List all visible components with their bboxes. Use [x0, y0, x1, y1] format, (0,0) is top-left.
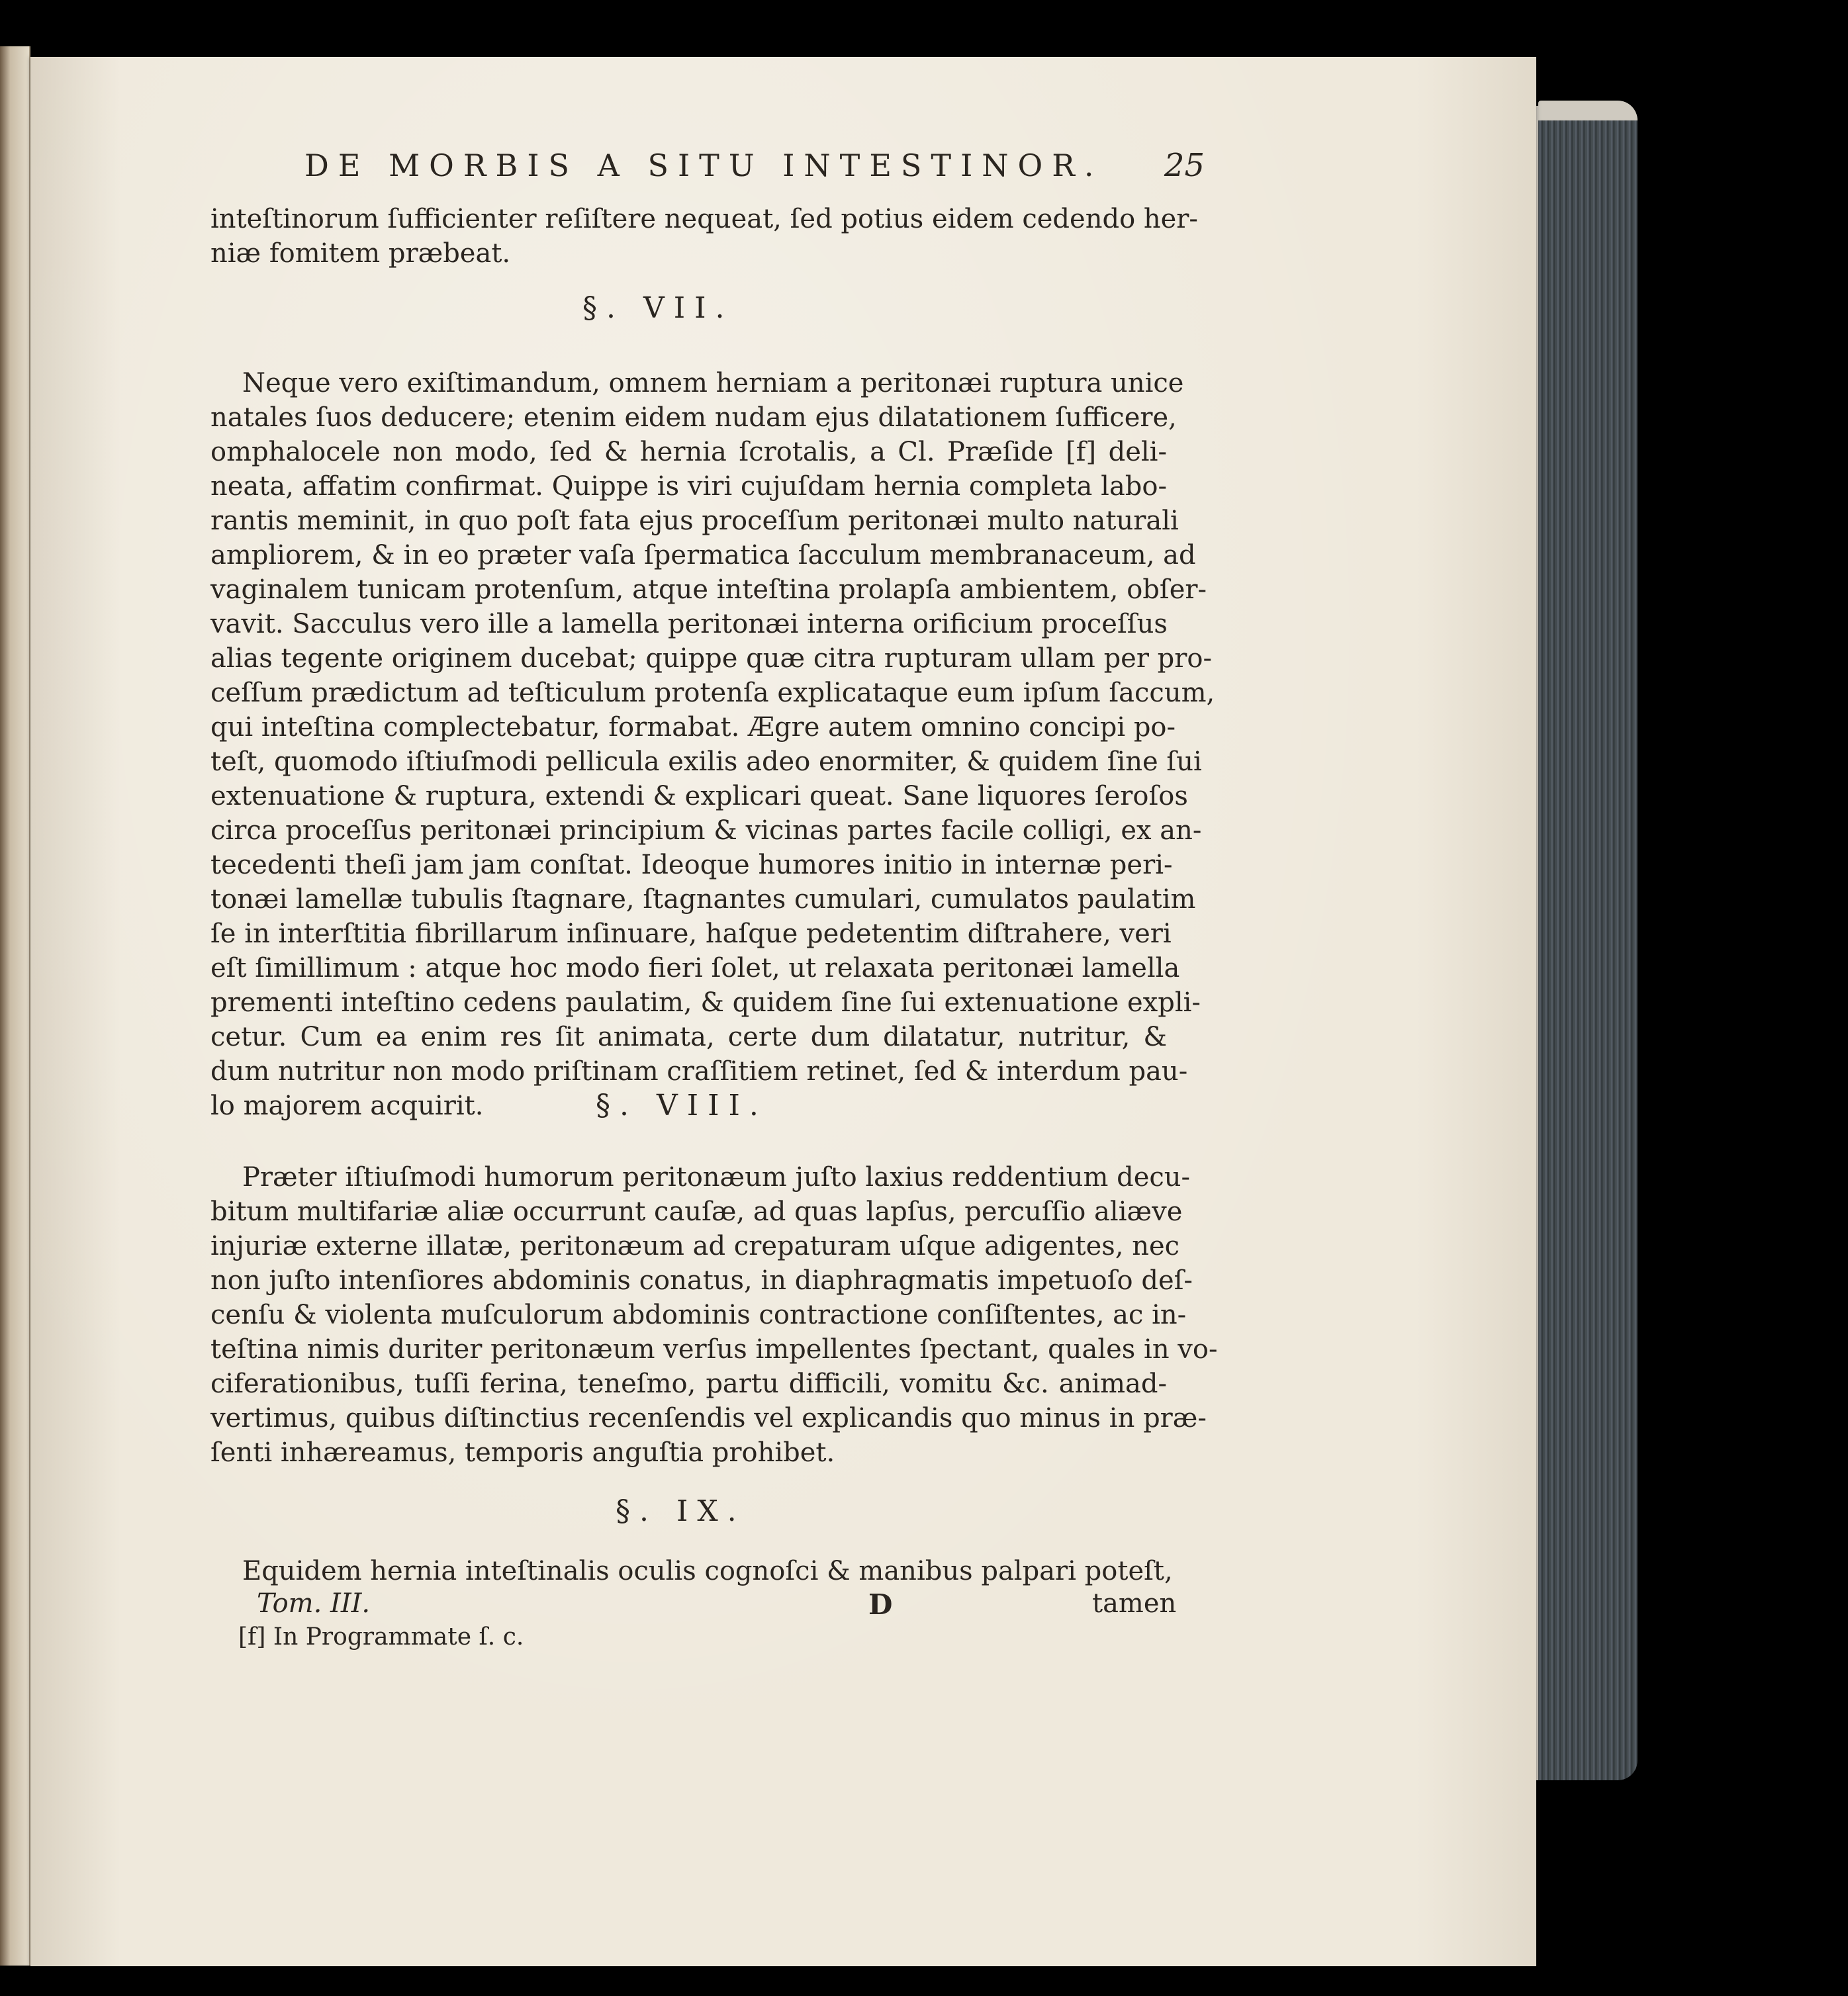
- book-page-edges: [1536, 106, 1638, 1780]
- running-title: DE MORBIS A SITU INTESTINOR.: [304, 148, 1103, 183]
- text-line: ciferationibus, tuſſi ferina, teneſmo, partu difficili, vomitu &c. animad-: [210, 1369, 1167, 1399]
- text-line: neata, affatim confirmat. Quippe is viri cujuſdam hernia completa labo-: [210, 471, 1167, 502]
- text-line: teſtina nimis duriter peritonæum verſus impellentes ſpectant, quales in vo-: [210, 1334, 1218, 1365]
- text-line: ampliorem, & in eo præter vaſa ſpermatica ſacculum membranaceum, ad: [210, 540, 1196, 570]
- text-line: cenſu & violenta muſculorum abdominis contractione conſiſtentes, ac in-: [210, 1300, 1187, 1330]
- text-line: omphalocele non modo, ſed & hernia ſcrotalis, a Cl. Præſide [f] deli-: [210, 437, 1167, 467]
- catchword: tamen: [1092, 1588, 1177, 1619]
- text-line: prementi inteſtino cedens paulatim, & quidem ſine ſui extenuatione expli-: [210, 987, 1201, 1018]
- text-line: ſe in interſtitia fibrillarum inſinuare, haſque pedetentim diſtrahere, veri: [210, 919, 1172, 949]
- text-line: lo majorem acquirit.: [210, 1091, 484, 1121]
- page-number: 25: [1164, 147, 1205, 184]
- text-line: extenuatione & ruptura, extendi & explicari queat. Sane liquores ſeroſos: [210, 781, 1188, 811]
- text-line: non juſto intenſiores abdominis conatus, in diaphragmatis impetuoſo deſ-: [210, 1265, 1193, 1296]
- volume-signature-mark: Tom. III.: [257, 1588, 371, 1619]
- text-line: qui inteſtina complectebatur, formabat. Ægre autem omnino concipi po-: [210, 712, 1176, 743]
- text-line: Equidem hernia inteſtinalis oculis cognoſci & manibus palpari poteſt,: [242, 1556, 1173, 1586]
- text-line: cetur. Cum ea enim res ſit animata, certe dum dilatatur, nutritur, &: [210, 1022, 1167, 1052]
- text-line: tonæi lamellæ tubulis ſtagnare, ſtagnantes cumulari, cumulatos paulatim: [210, 884, 1196, 915]
- text-line: ſenti inhæreamus, temporis anguſtia prohibet.: [210, 1437, 835, 1468]
- text-line: natales ſuos deducere; etenim eidem nudam ejus dilatationem ſufficere,: [210, 402, 1177, 433]
- text-line: tecedenti theſi jam jam conſtat. Ideoque humores initio in internæ peri-: [210, 850, 1173, 880]
- running-head: [304, 147, 1205, 184]
- text-line: vertimus, quibus diſtinctius recenſendis vel explicandis quo minus in præ-: [210, 1403, 1207, 1433]
- section-heading-ix: §. IX.: [616, 1494, 746, 1528]
- text-line: bitum multifariæ aliæ occurrunt cauſæ, ad quas lapſus, percuſſio aliæve: [210, 1197, 1183, 1227]
- text-line: alias tegente originem ducebat; quippe quæ citra rupturam ullam per pro-: [210, 643, 1213, 674]
- section-heading-vii: §. VII.: [582, 291, 734, 325]
- text-line: vavit. Sacculus vero ille a lamella peritonæi interna orificium proceſſus: [210, 609, 1168, 639]
- text-line: dum nutritur non modo priſtinam craſſitiem retinet, ſed & interdum pau-: [210, 1056, 1188, 1087]
- text-line: inteſtinorum ſufficienter reſiſtere nequeat, ſed potius eidem cedendo her-: [210, 204, 1198, 234]
- text-line: ceſſum prædictum ad teſticulum protenſa explicataque eum ipſum ſaccum,: [210, 678, 1215, 708]
- text-line: eſt ſimillimum : atque hoc modo fieri ſolet, ut relaxata peritonæi lamella: [210, 953, 1180, 983]
- text-line: Præter iſtiuſmodi humorum peritonæum juſto laxius reddentium decu-: [242, 1162, 1191, 1193]
- text-line: Neque vero exiſtimandum, omnem herniam a peritonæi ruptura unice: [242, 368, 1184, 398]
- text-line: injuriæ externe illatæ, peritonæum ad crepaturam uſque adigentes, nec: [210, 1231, 1180, 1261]
- text-line: circa proceſſus peritonæi principium & vicinas partes facile colligi, ex an-: [210, 815, 1202, 846]
- footnote: [f] In Programmate ſ. c.: [238, 1623, 524, 1651]
- section-heading-viii: §. VIII.: [596, 1089, 768, 1122]
- gathering-signature: D: [868, 1588, 893, 1621]
- text-line: niæ fomitem præbeat.: [210, 238, 511, 269]
- text-line: vaginalem tunicam protenſum, atque inteſtina prolapſa ambientem, obſer-: [210, 574, 1207, 605]
- text-line: teſt, quomodo iſtiuſmodi pellicula exilis adeo enormiter, & quidem ſine ſui: [210, 747, 1202, 777]
- previous-page-edge: [0, 46, 30, 1966]
- text-line: rantis meminit, in quo poſt fata ejus proceſſum peritonæi multo naturali: [210, 506, 1179, 536]
